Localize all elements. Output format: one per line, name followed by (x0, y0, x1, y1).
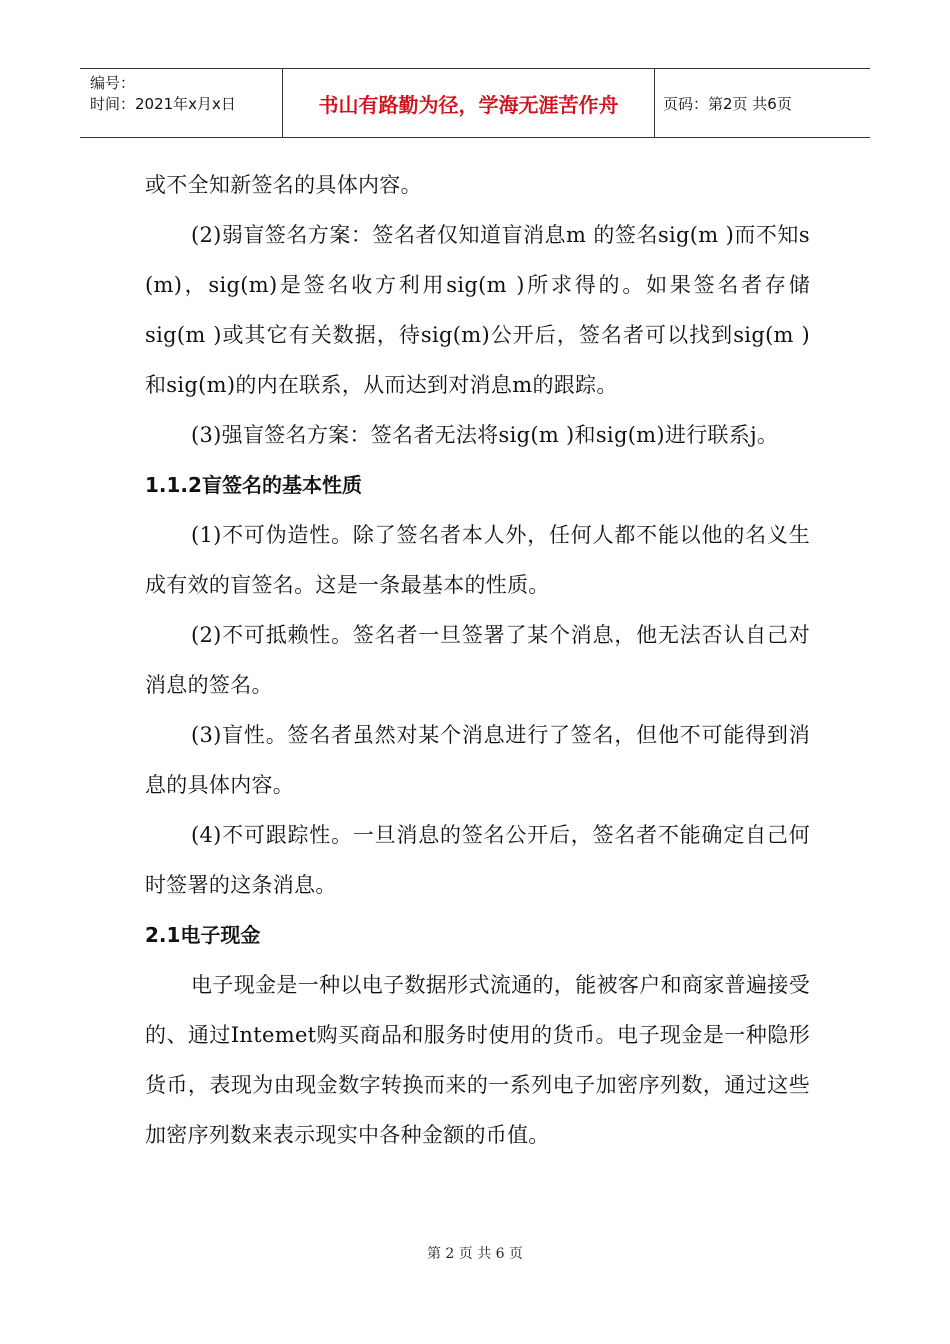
doc-number-label: 编号： (90, 74, 136, 92)
doc-date-label: 时间：2021年x月x日 (90, 95, 236, 113)
document-body (145, 160, 810, 1160)
header-page-cell (655, 69, 870, 137)
paragraph-non-repudiation: (2)不可抵赖性。签名者一旦签署了某个消息，他无法否认自己对消息的签名。 (145, 623, 810, 697)
paragraph-unforgeability: (1)不可伪造性。除了签名者本人外，任何人都不能以他的名义生成有效的盲签名。这是一条最基本的性质。 (145, 523, 810, 597)
page-footer: 第 2 页 共 6 页 (426, 1246, 524, 1262)
header-meta-cell (80, 69, 283, 137)
header-motto-cell (283, 69, 655, 137)
section-heading-electronic-cash: 2.1电子现金 (145, 923, 261, 947)
header-motto: 书山有路勤为径，学海无涯苦作舟 (318, 92, 619, 117)
paragraph-strong-blind-scheme: (3)强盲签名方案：签名者无法将sig(m )和sig(m)进行联系j。 (191, 423, 779, 447)
section-heading-blind-signature-properties: 1.1.2盲签名的基本性质 (145, 473, 362, 497)
paragraph-untraceability: (4)不可跟踪性。一旦消息的签名公开后，签名者不能确定自己何时签署的这条消息。 (145, 823, 810, 897)
header-page-number: 页码：第2页 共6页 (663, 94, 792, 113)
page-header (80, 68, 870, 138)
paragraph-electronic-cash: 电子现金是一种以电子数据形式流通的，能被客户和商家普遍接受的、通过Intemet购买商品和服务时使用的货币。电子现金是一种隐形货币，表现为由现金数字转换而来的一系列电子加密序列数，通过这些加密序列数来表示现实中各种金额的币值。 (145, 973, 810, 1147)
paragraph-continuation: 或不全知新签名的具体内容。 (145, 173, 422, 197)
paragraph-weak-blind-scheme: (2)弱盲签名方案：签名者仅知道盲消息m 的签名sig(m )而不知s (m)，sig(m)是签名收方利用sig(m )所求得的。如果签名者存储sig(m )或其它有关数据，待sig(m)公开后，签名者可以找到sig(m )和sig(m)的内在联系，从而达到对消息m的跟踪。 (145, 223, 810, 397)
paragraph-blindness: (3)盲性。签名者虽然对某个消息进行了签名，但他不可能得到消息的具体内容。 (145, 723, 810, 797)
